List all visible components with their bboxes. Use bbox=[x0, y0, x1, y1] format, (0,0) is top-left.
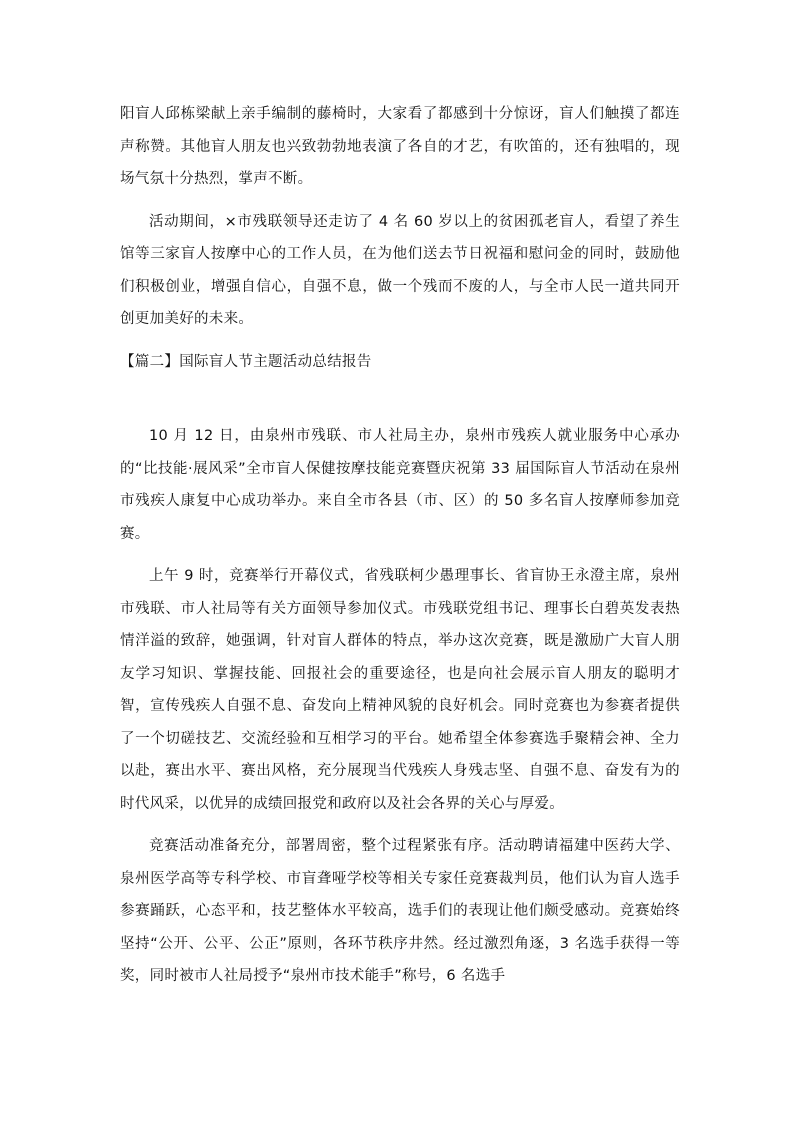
section-gap bbox=[120, 378, 680, 420]
section-heading: 【篇二】国际盲人节主题活动总结报告 bbox=[120, 353, 372, 370]
paragraph-gap bbox=[120, 336, 680, 346]
paragraph-activity-visit: 活动期间，×市残联领导还走访了 4 名 60 岁以上的贫困孤老盲人，看望了养生馆等三家盲人按摩中心的工作人员，在为他们送去节日祝福和慰问金的同时，鼓励他们积极创业，增强自信心，自强不息，做一个残而不废的人，与全市人民一道共同开创更加美好的未来。 bbox=[120, 213, 680, 327]
paragraph-continuation: 阳盲人邱栋梁献上亲手编制的藤椅时，大家看了都感到十分惊讶，盲人们触摸了都连声称赞。其他盲人朋友也兴致勃勃地表演了各自的才艺，有吹笛的，还有独唱的，现场气氛十分热烈，掌声不断。 bbox=[120, 106, 680, 187]
paragraph-opening-ceremony: 上午 9 时，竞赛举行开幕仪式，省残联柯少愚理事长、省盲协王永澄主席，泉州市残联、市人社局等有关方面领导参加仪式。市残联党组书记、理事长白碧英发表热情洋溢的致辞，她强调，针对盲人群体的特点，举办这次竞赛，既是激励广大盲人朋友学习知识、掌握技能、回报社会的重要途径，也是向社会展示盲人朋友的聪明才智，宣传残疾人自强不息、奋发向上精神风貌的良好机会。同时竞赛也为参赛者提供了一个切磋技艺、交流经验和互相学习的平台。她希望全体参赛选手聚精会神、全力以赴，赛出水平、赛出风格，充分展现当代残疾人身残志坚、自强不息、奋发有为的时代风采，以优异的成绩回报党和政府以及社会各界的关心与厚爱。 bbox=[120, 568, 680, 812]
paragraph-event-intro: 10 月 12 日，由泉州市残联、市人社局主办，泉州市残疾人就业服务中心承办的“比技能·展风采”全市盲人保健按摩技能竞赛暨庆祝第 33 届国际盲人节活动在泉州市残疾人康复中心成功举办。来自全市各县（市、区）的 50 多名盲人按摩师参加竞赛。 bbox=[120, 428, 680, 542]
document-page bbox=[120, 98, 680, 993]
paragraph-gap bbox=[120, 820, 680, 830]
paragraph-competition-results: 竞赛活动准备充分，部署周密，整个过程紧张有序。活动聘请福建中医药大学、泉州医学高等专科学校、市盲聋哑学校等相关专家任竞赛裁判员，他们认为盲人选手参赛踊跃，心态平和，技艺整体水平较高，选手们的表现让他们颇受感动。竞赛始终坚持“公开、公平、公正”原则，各环节秩序井然。经过激烈角逐，3 名选手获得一等奖，同时被市人社局授予“泉州市技术能手”称号，6 名选手 bbox=[120, 838, 680, 984]
paragraph-gap bbox=[120, 196, 680, 206]
paragraph-gap bbox=[120, 550, 680, 560]
